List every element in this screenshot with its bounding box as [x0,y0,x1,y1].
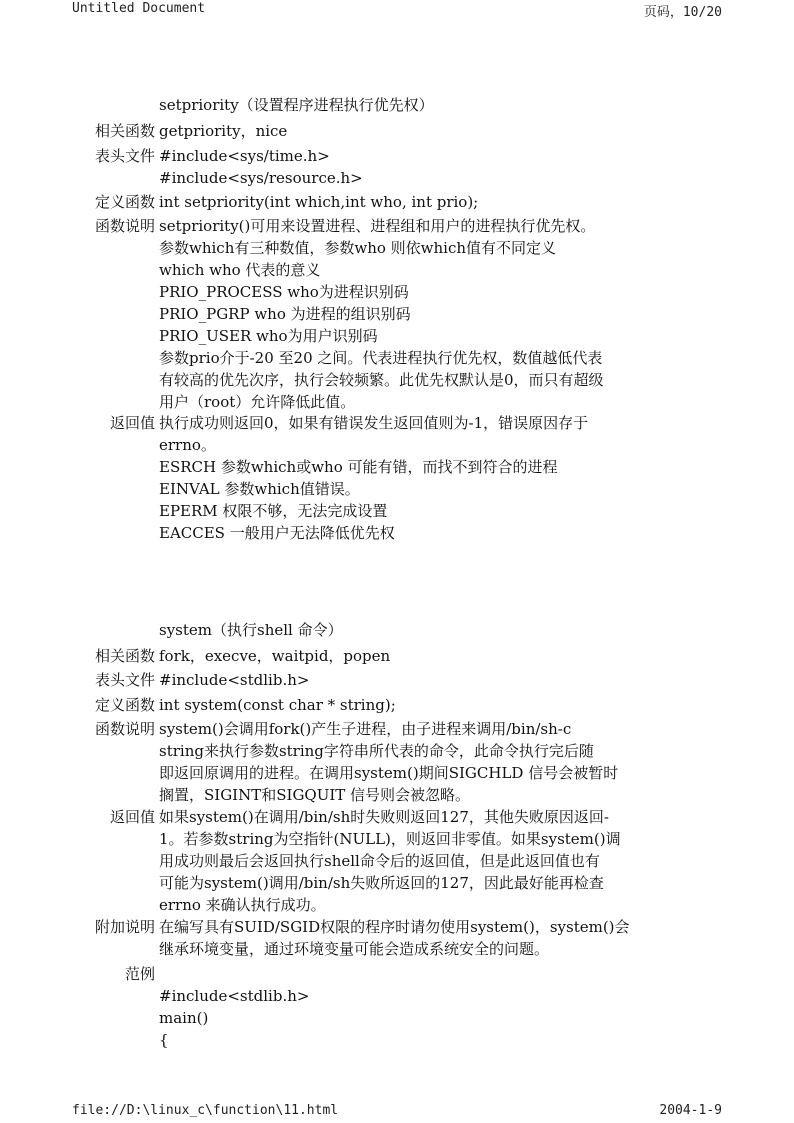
field-line: int setpriority(int which,int who, int prio); [159,193,479,211]
field-label: 函数说明 [94,217,155,235]
field-line: 可能为system()调用/bin/sh失败所返回的127，因此最好能再检查 [159,874,604,892]
field-label: 相关函数 [94,122,155,140]
field-line: PRIO_PROCESS who为进程识别码 [159,283,409,301]
field-line: 执行成功则返回0，如果有错误发生返回值则为-1，错误原因存于 [159,414,589,432]
field-label: 范例 [124,965,155,983]
field-line: 用户（root）允许降低此值。 [159,393,356,411]
page-footer-url: file://D:\linux_c\function\11.html [72,1103,339,1118]
code-line: main() [159,1009,209,1027]
field-line: 在编写具有SUID/SGID权限的程序时请勿使用system()，system()会 [159,918,630,936]
field-line: EACCES 一般用户无法降低优先权 [159,524,395,542]
code-line: #include<stdlib.h> [159,987,310,1005]
field-label: 定义函数 [94,193,155,211]
field-line: EPERM 权限不够，无法完成设置 [159,502,388,520]
page-header-title: Untitled Document [72,1,206,16]
field-line: getpriority，nice [159,122,288,140]
code-line: { [159,1031,169,1049]
field-line: 有较高的优先次序，执行会较频繁。此优先权默认是0，而只有超级 [159,371,604,389]
field-line: ESRCH 参数which或who 可能有错，而找不到符合的进程 [159,458,558,476]
field-line: 用成功则最后会返回执行shell命令后的返回值，但是此返回值也有 [159,852,600,870]
field-line: #include<stdlib.h> [159,671,310,689]
field-line: fork，execve，waitpid，popen [159,647,391,665]
field-line: which who 代表的意义 [159,261,321,279]
field-line: string来执行参数string字符串所代表的命令，此命令执行完后随 [159,742,594,760]
field-line: setpriority()可用来设置进程、进程组和用户的进程执行优先权。 [159,217,596,235]
field-line: 如果system()在调用/bin/sh时失败则返回127，其他失败原因返回- [159,808,609,826]
field-line: 参数which有三种数值，参数who 则依which值有不同定义 [159,239,557,257]
field-label: 相关函数 [94,647,155,665]
field-label: 表头文件 [94,147,155,165]
field-line: 1。若参数string为空指针(NULL)，则返回非零值。如果system()调 [159,830,621,848]
field-label: 附加说明 [94,918,155,936]
field-line: #include<sys/time.h> [159,147,330,165]
field-line: 继承环境变量，通过环境变量可能会造成系统安全的问题。 [159,940,550,958]
field-label: 表头文件 [94,671,155,689]
field-line [159,963,719,985]
field-line: 即返回原调用的进程。在调用system()期间SIGCHLD 信号会被暂时 [159,764,619,782]
page-footer-date: 2004-1-9 [659,1103,722,1118]
field-line: errno。 [159,436,216,454]
field-line: 搁置，SIGINT和SIGQUIT 信号则会被忽略。 [159,786,471,804]
section-title: setpriority（设置程序进程执行优先权） [159,96,434,114]
field-line: errno 来确认执行成功。 [159,896,326,914]
field-line: EINVAL 参数which值错误。 [159,480,360,498]
page-header-page-number: 页码，10/20 [643,5,722,20]
field-line: system()会调用fork()产生子进程，由子进程来调用/bin/sh-c [159,720,572,738]
field-line: PRIO_PGRP who 为进程的组识别码 [159,305,411,323]
field-label: 函数说明 [94,720,155,738]
field-label: 定义函数 [94,696,155,714]
field-line: PRIO_USER who为用户识别码 [159,327,378,345]
field-label: 返回值 [109,808,155,826]
field-line: int system(const char * string); [159,696,396,714]
field-label: 返回值 [109,414,155,432]
field-line: #include<sys/resource.h> [159,169,363,187]
field-line: 参数prio介于-20 至20 之间。代表进程执行优先权，数值越低代表 [159,349,603,367]
section-title: system（执行shell 命令） [159,621,343,639]
